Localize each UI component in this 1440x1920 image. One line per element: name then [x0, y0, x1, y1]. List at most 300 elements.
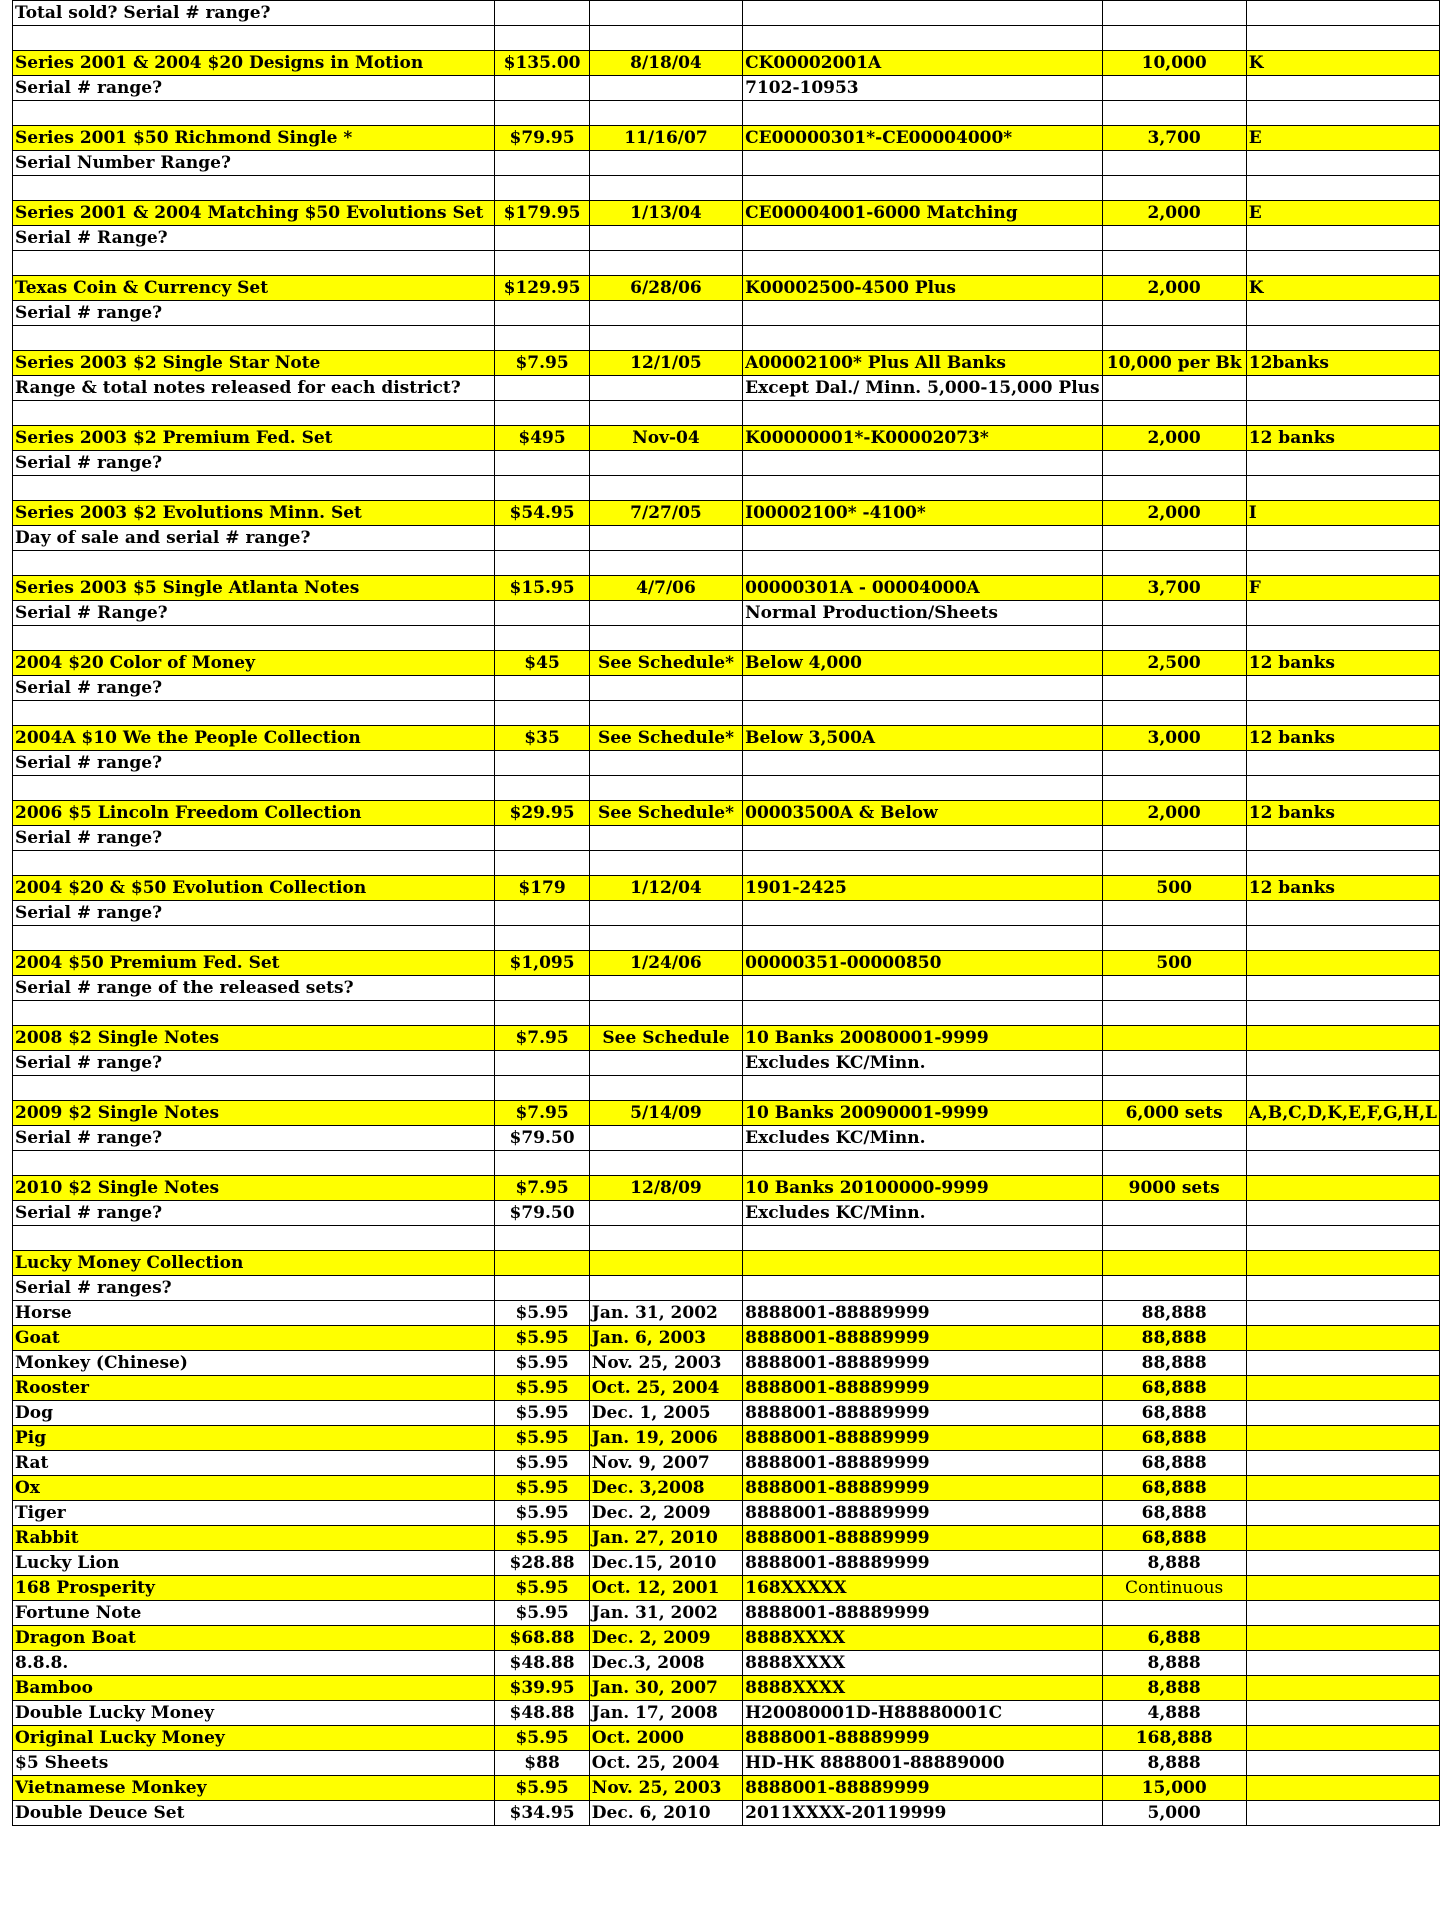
price-cell [495, 226, 589, 251]
quantity-cell: 4,888 [1102, 1701, 1246, 1726]
table-row [13, 826, 1440, 851]
price-cell: $179.95 [495, 201, 589, 226]
release-date-cell: 12/8/09 [589, 1176, 742, 1201]
table-row [13, 601, 1440, 626]
blank-row [13, 1001, 1440, 1026]
release-date-cell [589, 251, 742, 276]
quantity-cell: 3,700 [1102, 126, 1246, 151]
table-row [13, 1201, 1440, 1226]
serial-range-cell: 8888001-88889999 [743, 1401, 1102, 1426]
price-cell [495, 701, 589, 726]
release-date-cell [589, 1226, 742, 1251]
quantity-cell: 2,000 [1102, 501, 1246, 526]
quantity-cell: 5,000 [1102, 1801, 1246, 1826]
release-date-cell: Nov. 25, 2003 [589, 1776, 742, 1801]
table-row [13, 451, 1440, 476]
banks-cell [1246, 976, 1439, 1001]
release-date-cell: 7/27/05 [589, 501, 742, 526]
quantity-cell [1102, 601, 1246, 626]
serial-range-cell [743, 776, 1102, 801]
table-row [13, 226, 1440, 251]
price-cell: $5.95 [495, 1576, 589, 1601]
serial-range-cell: K00000001*-K00002073* [743, 426, 1102, 451]
price-cell: $48.88 [495, 1701, 589, 1726]
table-row [13, 1526, 1440, 1551]
banks-cell: 12 banks [1246, 426, 1439, 451]
item-name-cell: Ox [13, 1476, 495, 1501]
serial-range-cell [743, 851, 1102, 876]
banks-cell [1246, 1026, 1439, 1051]
quantity-cell: 6,000 sets [1102, 1101, 1246, 1126]
item-name-cell: Dragon Boat [13, 1626, 495, 1651]
release-date-cell: Dec.15, 2010 [589, 1551, 742, 1576]
table-row [13, 1551, 1440, 1576]
item-name-cell: Serial # range? [13, 451, 495, 476]
quantity-cell [1102, 551, 1246, 576]
item-name-cell: Serial Number Range? [13, 151, 495, 176]
quantity-cell: 8,888 [1102, 1551, 1246, 1576]
quantity-cell [1102, 1076, 1246, 1101]
table-row [13, 1651, 1440, 1676]
quantity-cell [1102, 451, 1246, 476]
release-date-cell [589, 476, 742, 501]
item-name-cell: 2004A $10 We the People Collection [13, 726, 495, 751]
serial-range-cell [743, 251, 1102, 276]
release-date-cell: Dec. 2, 2009 [589, 1501, 742, 1526]
banks-cell: K [1246, 51, 1439, 76]
release-date-cell: Oct. 25, 2004 [589, 1376, 742, 1401]
price-cell [495, 826, 589, 851]
table-row [13, 1751, 1440, 1776]
item-name-cell: Tiger [13, 1501, 495, 1526]
item-name-cell: Bamboo [13, 1676, 495, 1701]
table-row [13, 1126, 1440, 1151]
banks-cell [1246, 1651, 1439, 1676]
serial-range-cell [743, 301, 1102, 326]
table-row [13, 76, 1440, 101]
quantity-cell: 8,888 [1102, 1751, 1246, 1776]
quantity-cell: Continuous [1102, 1576, 1246, 1601]
quantity-cell: 6,888 [1102, 1626, 1246, 1651]
item-name-cell: Serial # range? [13, 1051, 495, 1076]
quantity-cell [1102, 1251, 1246, 1276]
table-row [13, 1451, 1440, 1476]
table-row [13, 1, 1440, 26]
banks-cell [1246, 1676, 1439, 1701]
quantity-cell [1102, 1151, 1246, 1176]
price-cell [495, 101, 589, 126]
quantity-cell [1102, 401, 1246, 426]
release-date-cell: 11/16/07 [589, 126, 742, 151]
item-name-cell [13, 626, 495, 651]
item-name-cell: Serial # range? [13, 751, 495, 776]
quantity-cell: 88,888 [1102, 1351, 1246, 1376]
serial-range-cell [743, 826, 1102, 851]
quantity-cell [1102, 1001, 1246, 1026]
release-date-cell [589, 401, 742, 426]
release-date-cell [589, 176, 742, 201]
banks-cell [1246, 1551, 1439, 1576]
price-cell [495, 76, 589, 101]
blank-row [13, 326, 1440, 351]
serial-range-cell [743, 676, 1102, 701]
price-cell: $35 [495, 726, 589, 751]
item-name-cell: $5 Sheets [13, 1751, 495, 1776]
table-row [13, 876, 1440, 901]
banks-cell [1246, 676, 1439, 701]
item-name-cell [13, 26, 495, 51]
serial-range-cell [743, 626, 1102, 651]
table-row [13, 726, 1440, 751]
serial-range-cell [743, 226, 1102, 251]
quantity-cell [1102, 1, 1246, 26]
item-name-cell: 2004 $20 & $50 Evolution Collection [13, 876, 495, 901]
table-row [13, 1676, 1440, 1701]
banks-cell: K [1246, 276, 1439, 301]
banks-cell [1246, 701, 1439, 726]
blank-row [13, 251, 1440, 276]
item-name-cell: Series 2001 & 2004 $20 Designs in Motion [13, 51, 495, 76]
price-cell: $79.50 [495, 1201, 589, 1226]
serial-range-cell: 8888001-88889999 [743, 1451, 1102, 1476]
serial-range-cell: H20080001D-H88880001C [743, 1701, 1102, 1726]
item-name-cell: 2006 $5 Lincoln Freedom Collection [13, 801, 495, 826]
item-name-cell [13, 476, 495, 501]
banks-cell [1246, 1601, 1439, 1626]
quantity-cell [1102, 476, 1246, 501]
price-cell [495, 1276, 589, 1301]
release-date-cell [589, 626, 742, 651]
serial-range-cell [743, 901, 1102, 926]
banks-cell [1246, 1351, 1439, 1376]
release-date-cell [589, 526, 742, 551]
serial-range-cell: Below 3,500A [743, 726, 1102, 751]
serial-range-cell: Excludes KC/Minn. [743, 1051, 1102, 1076]
banks-cell [1246, 826, 1439, 851]
item-name-cell: Total sold? Serial # range? [13, 1, 495, 26]
item-name-cell [13, 1076, 495, 1101]
quantity-cell [1102, 676, 1246, 701]
serial-range-cell: I00002100* -4100* [743, 501, 1102, 526]
quantity-cell [1102, 701, 1246, 726]
serial-range-cell: 10 Banks 20090001-9999 [743, 1101, 1102, 1126]
item-name-cell [13, 1151, 495, 1176]
serial-range-cell: Normal Production/Sheets [743, 601, 1102, 626]
item-name-cell [13, 326, 495, 351]
release-date-cell [589, 451, 742, 476]
price-cell: $68.88 [495, 1626, 589, 1651]
price-cell: $5.95 [495, 1326, 589, 1351]
item-name-cell: 2009 $2 Single Notes [13, 1101, 495, 1126]
serial-range-cell: CE00000301*-CE00004000* [743, 126, 1102, 151]
price-cell: $54.95 [495, 501, 589, 526]
release-date-cell [589, 376, 742, 401]
price-cell: $39.95 [495, 1676, 589, 1701]
serial-range-cell [743, 526, 1102, 551]
item-name-cell: Series 2003 $2 Single Star Note [13, 351, 495, 376]
banks-cell [1246, 1326, 1439, 1351]
table-row [13, 1401, 1440, 1426]
table-row [13, 426, 1440, 451]
quantity-cell [1102, 776, 1246, 801]
quantity-cell: 2,500 [1102, 651, 1246, 676]
price-cell [495, 601, 589, 626]
banks-cell [1246, 1276, 1439, 1301]
table-row [13, 1351, 1440, 1376]
release-date-cell: Jan. 6, 2003 [589, 1326, 742, 1351]
table-row [13, 1726, 1440, 1751]
price-cell [495, 26, 589, 51]
blank-row [13, 701, 1440, 726]
item-name-cell: Dog [13, 1401, 495, 1426]
banks-cell [1246, 1726, 1439, 1751]
banks-cell [1246, 1151, 1439, 1176]
price-cell [495, 151, 589, 176]
item-name-cell [13, 1001, 495, 1026]
item-name-cell: 2008 $2 Single Notes [13, 1026, 495, 1051]
price-cell [495, 476, 589, 501]
banks-cell [1246, 601, 1439, 626]
banks-cell [1246, 1301, 1439, 1326]
serial-range-cell: 8888001-88889999 [743, 1551, 1102, 1576]
serial-range-cell [743, 176, 1102, 201]
table-row [13, 1026, 1440, 1051]
quantity-cell [1102, 226, 1246, 251]
serial-range-cell: 8888XXXX [743, 1626, 1102, 1651]
banks-cell: E [1246, 201, 1439, 226]
banks-cell: 12 banks [1246, 651, 1439, 676]
item-name-cell: Original Lucky Money [13, 1726, 495, 1751]
serial-range-cell: 1901-2425 [743, 876, 1102, 901]
serial-range-cell: 8888001-88889999 [743, 1351, 1102, 1376]
banks-cell: 12banks [1246, 351, 1439, 376]
banks-cell [1246, 1801, 1439, 1826]
item-name-cell [13, 176, 495, 201]
serial-range-cell [743, 476, 1102, 501]
banks-cell: 12 banks [1246, 801, 1439, 826]
price-cell: $135.00 [495, 51, 589, 76]
release-date-cell: Jan. 31, 2002 [589, 1601, 742, 1626]
item-name-cell [13, 926, 495, 951]
serial-range-cell: CE00004001-6000 Matching [743, 201, 1102, 226]
quantity-cell: 9000 sets [1102, 1176, 1246, 1201]
price-cell [495, 176, 589, 201]
price-cell [495, 751, 589, 776]
banks-cell [1246, 1376, 1439, 1401]
price-cell: $495 [495, 426, 589, 451]
item-name-cell [13, 701, 495, 726]
release-date-cell [589, 676, 742, 701]
release-date-cell: 4/7/06 [589, 576, 742, 601]
release-date-cell [589, 701, 742, 726]
serial-range-cell: Excludes KC/Minn. [743, 1201, 1102, 1226]
quantity-cell [1102, 1026, 1246, 1051]
banks-cell [1246, 1476, 1439, 1501]
release-date-cell: Dec. 6, 2010 [589, 1801, 742, 1826]
serial-range-cell: 8888001-88889999 [743, 1776, 1102, 1801]
banks-cell [1246, 476, 1439, 501]
serial-range-cell: 00000301A - 00004000A [743, 576, 1102, 601]
table-row [13, 1326, 1440, 1351]
item-name-cell: Serial # range? [13, 901, 495, 926]
banks-cell [1246, 1251, 1439, 1276]
release-date-cell [589, 151, 742, 176]
blank-row [13, 851, 1440, 876]
serial-range-cell [743, 1076, 1102, 1101]
table-row [13, 1301, 1440, 1326]
table-row [13, 1176, 1440, 1201]
price-cell: $5.95 [495, 1451, 589, 1476]
item-name-cell: Series 2003 $2 Evolutions Minn. Set [13, 501, 495, 526]
release-date-cell: Jan. 17, 2008 [589, 1701, 742, 1726]
banks-cell [1246, 376, 1439, 401]
serial-range-cell [743, 1001, 1102, 1026]
serial-range-cell: 10 Banks 20080001-9999 [743, 1026, 1102, 1051]
release-date-cell [589, 1051, 742, 1076]
serial-range-cell: Excludes KC/Minn. [743, 1126, 1102, 1151]
price-cell [495, 251, 589, 276]
price-cell [495, 451, 589, 476]
quantity-cell: 2,000 [1102, 276, 1246, 301]
table-row [13, 1601, 1440, 1626]
item-name-cell: Serial # range? [13, 1201, 495, 1226]
banks-cell [1246, 1, 1439, 26]
banks-cell [1246, 26, 1439, 51]
table-row [13, 126, 1440, 151]
price-cell [495, 401, 589, 426]
price-cell [495, 526, 589, 551]
item-name-cell [13, 851, 495, 876]
item-name-cell [13, 551, 495, 576]
item-name-cell: Serial # range of the released sets? [13, 976, 495, 1001]
banks-cell [1246, 1501, 1439, 1526]
item-name-cell [13, 101, 495, 126]
price-cell [495, 1051, 589, 1076]
price-cell: $1,095 [495, 951, 589, 976]
quantity-cell [1102, 1226, 1246, 1251]
release-date-cell [589, 226, 742, 251]
banks-cell [1246, 1176, 1439, 1201]
banks-cell [1246, 1051, 1439, 1076]
quantity-cell [1102, 326, 1246, 351]
banks-cell [1246, 1201, 1439, 1226]
serial-range-cell [743, 1226, 1102, 1251]
blank-row [13, 551, 1440, 576]
banks-cell [1246, 776, 1439, 801]
item-name-cell: 168 Prosperity [13, 1576, 495, 1601]
table-row [13, 901, 1440, 926]
quantity-cell [1102, 901, 1246, 926]
table-row [13, 376, 1440, 401]
quantity-cell: 68,888 [1102, 1376, 1246, 1401]
banks-cell [1246, 226, 1439, 251]
banks-cell [1246, 551, 1439, 576]
banks-cell [1246, 751, 1439, 776]
release-date-cell [589, 826, 742, 851]
table-row [13, 951, 1440, 976]
release-date-cell: Jan. 27, 2010 [589, 1526, 742, 1551]
item-name-cell [13, 1226, 495, 1251]
table-row [13, 1801, 1440, 1826]
serial-range-cell [743, 551, 1102, 576]
release-date-cell [589, 1, 742, 26]
price-cell: $79.95 [495, 126, 589, 151]
serial-range-cell: 8888XXXX [743, 1651, 1102, 1676]
blank-row [13, 476, 1440, 501]
price-cell: $5.95 [495, 1501, 589, 1526]
release-date-cell [589, 976, 742, 1001]
serial-range-cell: 10 Banks 20100000-9999 [743, 1176, 1102, 1201]
price-cell: $5.95 [495, 1476, 589, 1501]
blank-row [13, 626, 1440, 651]
release-date-cell [589, 1001, 742, 1026]
serial-range-cell: 00000351-00000850 [743, 951, 1102, 976]
serial-range-cell [743, 401, 1102, 426]
banks-cell [1246, 1426, 1439, 1451]
banks-cell [1246, 1751, 1439, 1776]
release-date-cell: Jan. 31, 2002 [589, 1301, 742, 1326]
price-cell: $5.95 [495, 1726, 589, 1751]
price-cell [495, 776, 589, 801]
quantity-cell: 2,000 [1102, 201, 1246, 226]
release-date-cell: See Schedule* [589, 651, 742, 676]
quantity-cell: 8,888 [1102, 1676, 1246, 1701]
item-name-cell: Serial # range? [13, 676, 495, 701]
release-date-cell: Jan. 19, 2006 [589, 1426, 742, 1451]
release-date-cell: Nov. 25, 2003 [589, 1351, 742, 1376]
serial-range-cell: K00002500-4500 Plus [743, 276, 1102, 301]
price-cell: $179 [495, 876, 589, 901]
price-cell [495, 1226, 589, 1251]
serial-range-cell [743, 751, 1102, 776]
banks-cell [1246, 326, 1439, 351]
release-date-cell [589, 326, 742, 351]
release-date-cell: Dec.3, 2008 [589, 1651, 742, 1676]
table-row [13, 1101, 1440, 1126]
price-cell [495, 551, 589, 576]
release-date-cell [589, 926, 742, 951]
item-name-cell: Serial # ranges? [13, 1276, 495, 1301]
quantity-cell: 3,000 [1102, 726, 1246, 751]
item-name-cell: Series 2003 $2 Premium Fed. Set [13, 426, 495, 451]
quantity-cell: 2,000 [1102, 426, 1246, 451]
banks-cell [1246, 626, 1439, 651]
quantity-cell [1102, 526, 1246, 551]
banks-cell [1246, 1226, 1439, 1251]
item-name-cell: Horse [13, 1301, 495, 1326]
banks-cell [1246, 251, 1439, 276]
quantity-cell: 3,700 [1102, 576, 1246, 601]
release-date-cell: Dec. 3,2008 [589, 1476, 742, 1501]
quantity-cell [1102, 1051, 1246, 1076]
release-date-cell: 1/24/06 [589, 951, 742, 976]
banks-cell [1246, 1576, 1439, 1601]
table-row [13, 51, 1440, 76]
item-name-cell: Texas Coin & Currency Set [13, 276, 495, 301]
table-row [13, 1776, 1440, 1801]
item-name-cell: Serial # range? [13, 1126, 495, 1151]
item-name-cell: Day of sale and serial # range? [13, 526, 495, 551]
price-cell [495, 626, 589, 651]
table-row [13, 801, 1440, 826]
quantity-cell [1102, 101, 1246, 126]
serial-range-cell [743, 1251, 1102, 1276]
blank-row [13, 26, 1440, 51]
release-date-cell [589, 901, 742, 926]
table-row [13, 276, 1440, 301]
banks-cell [1246, 151, 1439, 176]
quantity-cell [1102, 851, 1246, 876]
